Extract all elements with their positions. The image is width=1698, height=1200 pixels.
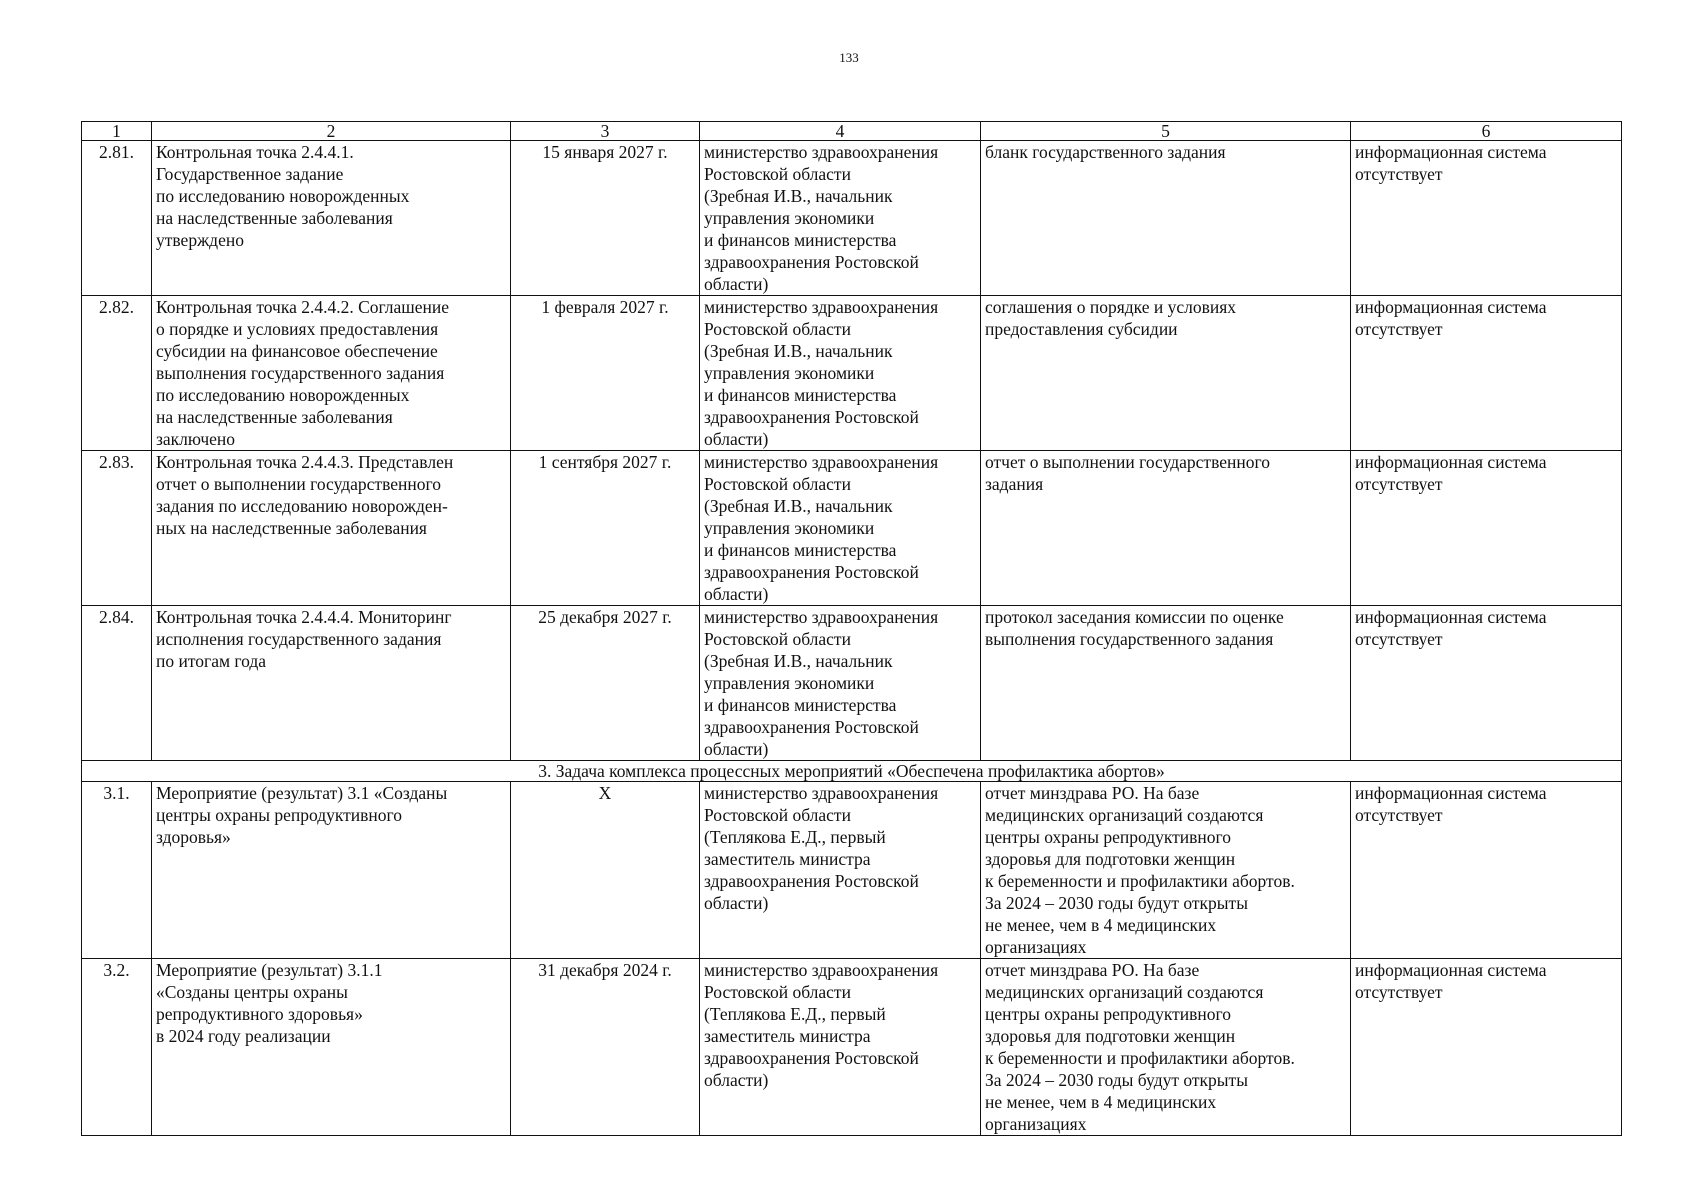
row-system: информационная система отсутствует [1351, 296, 1622, 451]
row-system: информационная система отсутствует [1351, 451, 1622, 606]
row-name: Контрольная точка 2.4.4.4. Мониторинг исполнения государственного задания по итогам года [152, 606, 511, 761]
section-title: 3. Задача комплекса процессных мероприятий «Обеспечена профилактика абортов» [82, 761, 1622, 782]
row-system: информационная система отсутствует [1351, 141, 1622, 296]
row-responsible: министерство здравоохранения Ростовской области (Теплякова Е.Д., первый заместитель министра здравоохранения Ростовской области) [700, 782, 981, 959]
row-document: отчет минздрава РО. На базе медицинских организаций создаются центры охраны репродуктивного здоровья для подготовки женщин к беременности и профилактики абортов. За 2024 – 2030 годы будут открыты не менее, чем в 4 медицинских организациях [981, 959, 1351, 1136]
column-number: 1 [82, 122, 152, 141]
table-row [82, 296, 1622, 451]
row-system: информационная система отсутствует [1351, 959, 1622, 1136]
row-number: 2.82. [82, 296, 152, 451]
row-responsible: министерство здравоохранения Ростовской области (Зребная И.В., начальник управления экономики и финансов министерства здравоохранения Ростовской области) [700, 141, 981, 296]
row-responsible: министерство здравоохранения Ростовской области (Зребная И.В., начальник управления экономики и финансов министерства здравоохранения Ростовской области) [700, 451, 981, 606]
column-number: 3 [511, 122, 700, 141]
table-row [82, 141, 1622, 296]
row-name: Мероприятие (результат) 3.1.1 «Созданы центры охраны репродуктивного здоровья» в 2024 году реализации [152, 959, 511, 1136]
row-number: 3.2. [82, 959, 152, 1136]
row-name: Контрольная точка 2.4.4.1. Государственное задание по исследованию новорожденных на наследственные заболевания утверждено [152, 141, 511, 296]
table-row [82, 782, 1622, 959]
column-number: 5 [981, 122, 1351, 141]
row-document: отчет о выполнении государственного задания [981, 451, 1351, 606]
row-date: 31 декабря 2024 г. [511, 959, 700, 1136]
row-date: 15 января 2027 г. [511, 141, 700, 296]
row-name: Контрольная точка 2.4.4.3. Представлен отчет о выполнении государственного задания по исследованию новорожден- ных на наследственные заболевания [152, 451, 511, 606]
row-system: информационная система отсутствует [1351, 606, 1622, 761]
row-responsible: министерство здравоохранения Ростовской области (Зребная И.В., начальник управления экономики и финансов министерства здравоохранения Ростовской области) [700, 296, 981, 451]
row-number: 2.81. [82, 141, 152, 296]
column-number: 4 [700, 122, 981, 141]
row-document: соглашения о порядке и условиях предоставления субсидии [981, 296, 1351, 451]
table-row [82, 959, 1622, 1136]
row-date: Х [511, 782, 700, 959]
row-date: 1 сентября 2027 г. [511, 451, 700, 606]
row-responsible: министерство здравоохранения Ростовской области (Теплякова Е.Д., первый заместитель министра здравоохранения Ростовской области) [700, 959, 981, 1136]
column-number-row [82, 122, 1622, 141]
row-date: 1 февраля 2027 г. [511, 296, 700, 451]
row-system: информационная система отсутствует [1351, 782, 1622, 959]
row-document: отчет минздрава РО. На базе медицинских организаций создаются центры охраны репродуктивного здоровья для подготовки женщин к беременности и профилактики абортов. За 2024 – 2030 годы будут открыты не менее, чем в 4 медицинских организациях [981, 782, 1351, 959]
table-row [82, 606, 1622, 761]
row-name: Контрольная точка 2.4.4.2. Соглашение о порядке и условиях предоставления субсидии на финансовое обеспечение выполнения государственного задания по исследованию новорожденных на наследственные заболевания заключено [152, 296, 511, 451]
section-row [82, 761, 1622, 782]
column-number: 2 [152, 122, 511, 141]
row-document: протокол заседания комиссии по оценке выполнения государственного задания [981, 606, 1351, 761]
column-number: 6 [1351, 122, 1622, 141]
row-date: 25 декабря 2027 г. [511, 606, 700, 761]
plan-table [81, 121, 1622, 1136]
page-number: 133 [839, 50, 859, 65]
table-row [82, 451, 1622, 606]
row-responsible: министерство здравоохранения Ростовской области (Зребная И.В., начальник управления экономики и финансов министерства здравоохранения Ростовской области) [700, 606, 981, 761]
row-document: бланк государственного задания [981, 141, 1351, 296]
row-name: Мероприятие (результат) 3.1 «Созданы центры охраны репродуктивного здоровья» [152, 782, 511, 959]
row-number: 2.83. [82, 451, 152, 606]
row-number: 3.1. [82, 782, 152, 959]
row-number: 2.84. [82, 606, 152, 761]
